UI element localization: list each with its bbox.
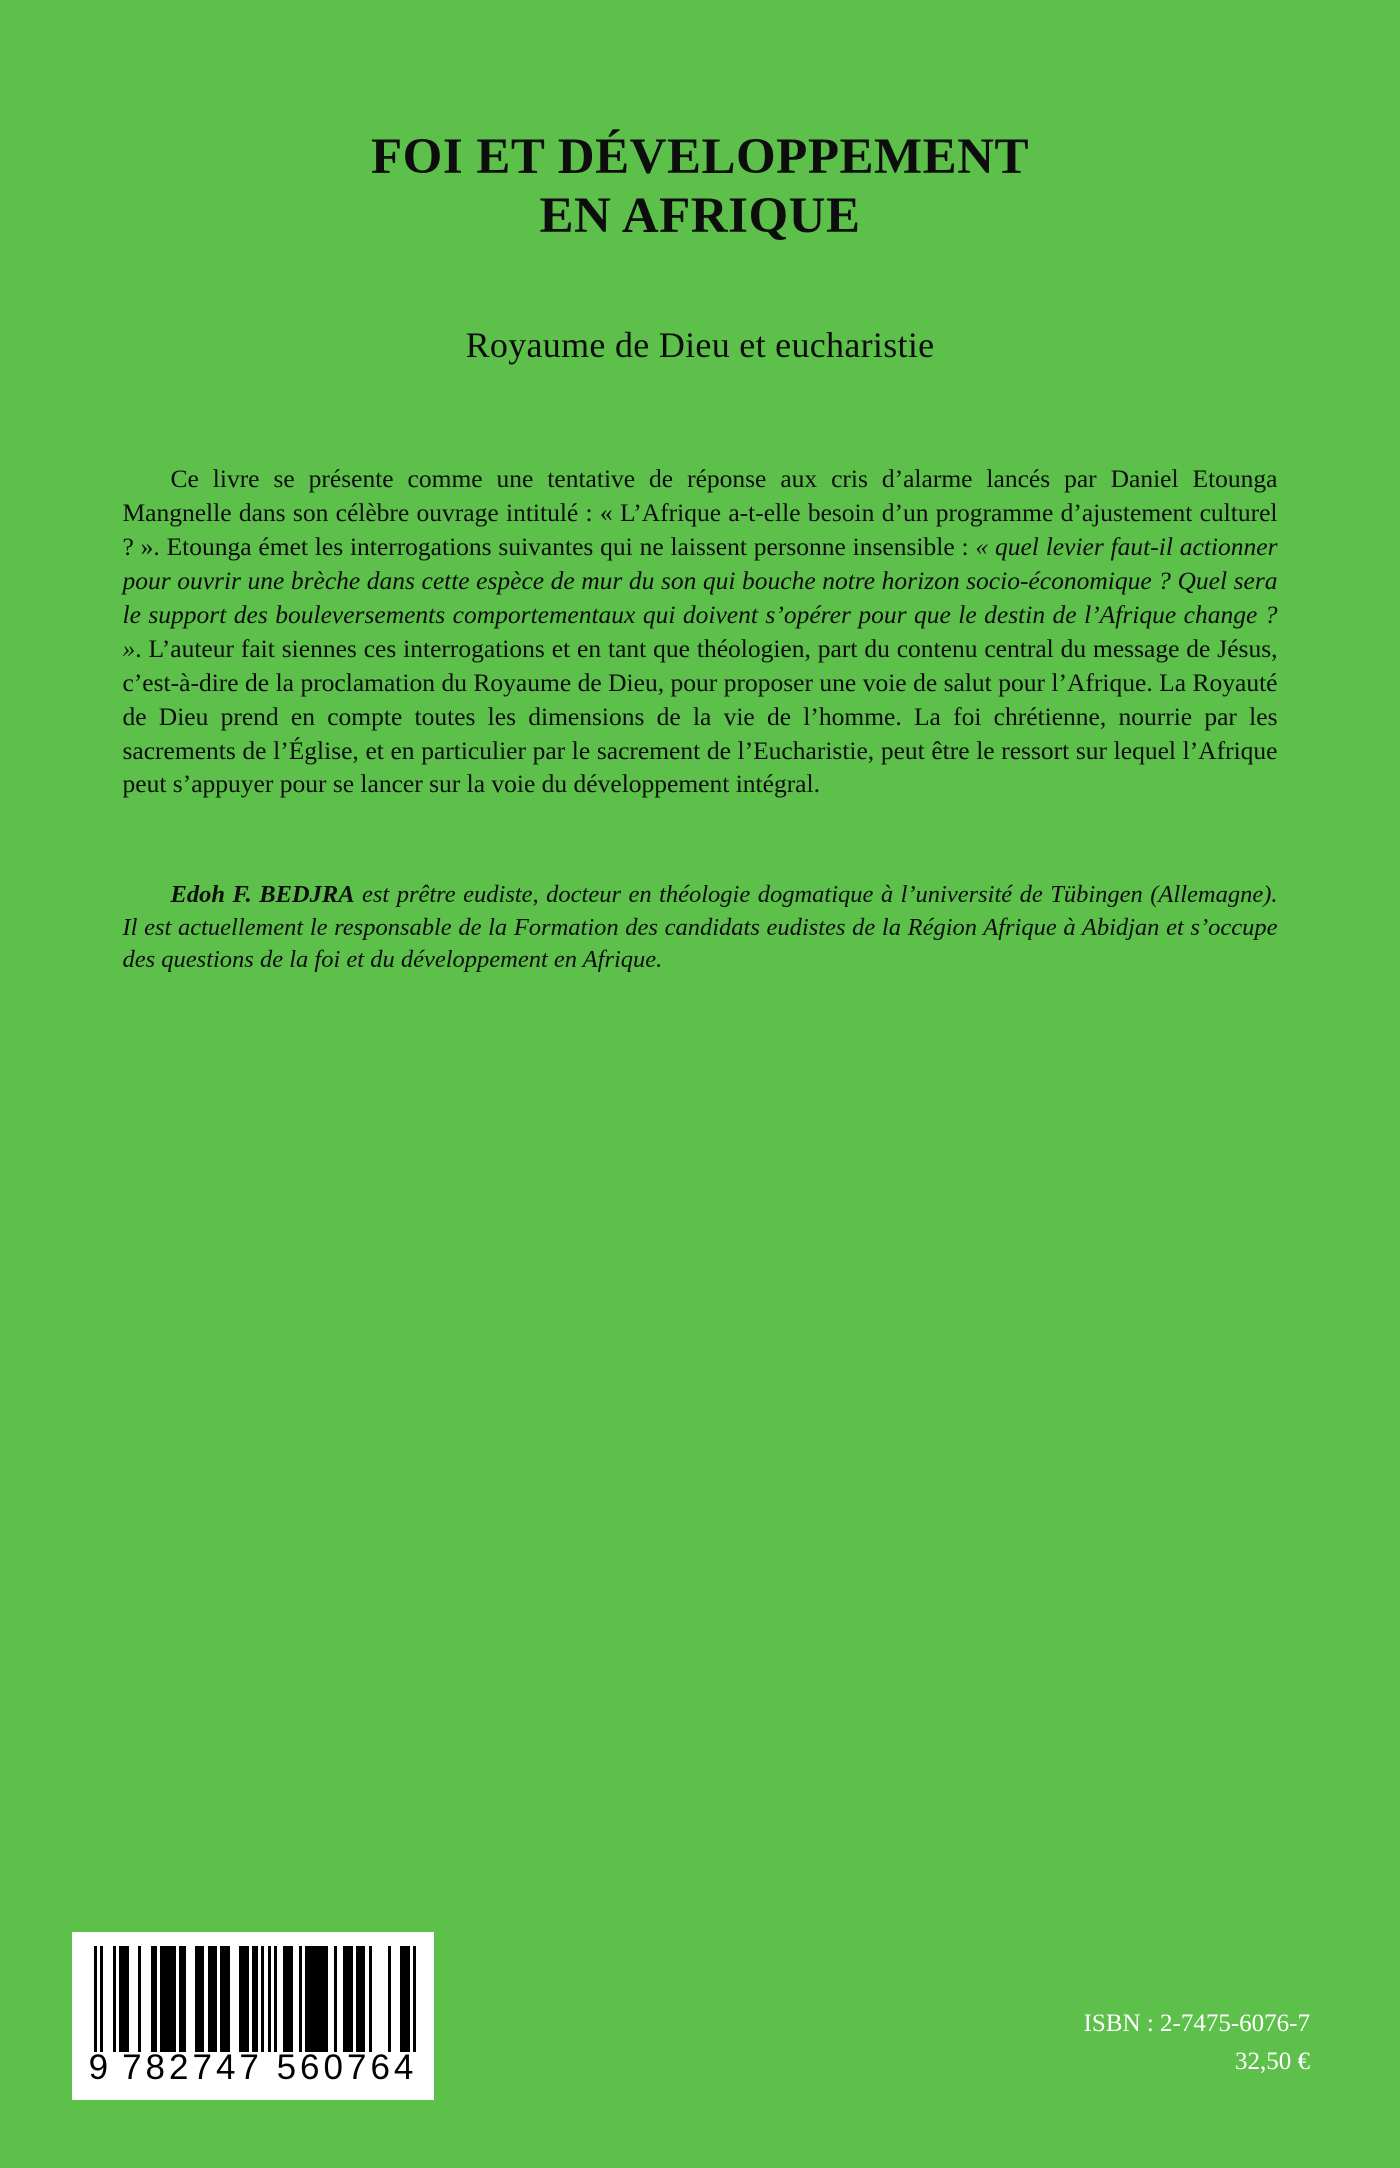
barcode-number: [72, 2048, 434, 2088]
page-title: [170, 128, 1230, 246]
book-title-line-2: EN AFRIQUE: [539, 188, 861, 245]
author-bio-text: est prêtre eudiste, docteur en théologie dogmatique à l’université de Tübingen (Allemagne). Il est actuellement le responsable de la Formation des candidats eudistes de la Région Afrique à Abidjan et s’occupe des questions de la foi et du développement en Afrique.: [122, 881, 1278, 974]
author-biography: [123, 879, 1278, 976]
barcode: [72, 1932, 434, 2100]
book-title-line-1: FOI ET DÉVELOPPEMENT: [371, 129, 1029, 185]
book-subtitle: Royaume de Dieu et eucharistie: [465, 325, 935, 366]
blurb-quotation: « quel levier faut-il actionner pour ouvrir une brèche dans cette espèce de mur du son qui bouche notre horizon socio-économique ? Quel sera le support des bouleversements comportementaux qui doivent s’opérer pour que le destin de l’Afrique change ? »: [122, 532, 1278, 663]
blurb-text: [123, 462, 1278, 801]
blurb-part-1: Ce livre se présente comme une tentative de réponse aux cris d’alarme lancés par Daniel Etounga Mangnelle dans son célèbre ouvrage intitulé : « L’Afrique a-t-elle besoin d’un programme d’ajustement culturel ? ». Etounga émet les interrogations suivantes qui ne laissent personne insensible :: [122, 464, 1278, 562]
isbn-value: ISBN : 2-7475-6076-7: [1083, 2010, 1310, 2037]
barcode-main-digits: 782747 560764: [122, 2048, 418, 2087]
blurb-part-2: . L’auteur fait siennes ces interrogations et en tant que théologien, part du contenu central du message de Jésus, c’est-à-dire de la proclamation du Royaume de Dieu, pour proposer une voie de salut pour l’Afrique. La Royauté de Dieu prend en compte toutes les dimensions de la vie de l’homme. La foi chrétienne, nourrie par les sacrements de l’Église, et en particulier par le sacrement de l’Eucharistie, peut être le ressort sur lequel l’Afrique peut s’appuyer pour se lancer sur la voie du développement intégral.: [122, 633, 1278, 799]
title-block: [0, 0, 1400, 366]
author-name: Edoh F. BEDJRA: [170, 881, 355, 909]
isbn-block: [1084, 2005, 1310, 2080]
barcode-lead-digit: 9: [88, 2048, 113, 2087]
barcode-bars: [94, 1946, 416, 2052]
price-value: 32,50 €: [1235, 2047, 1310, 2075]
